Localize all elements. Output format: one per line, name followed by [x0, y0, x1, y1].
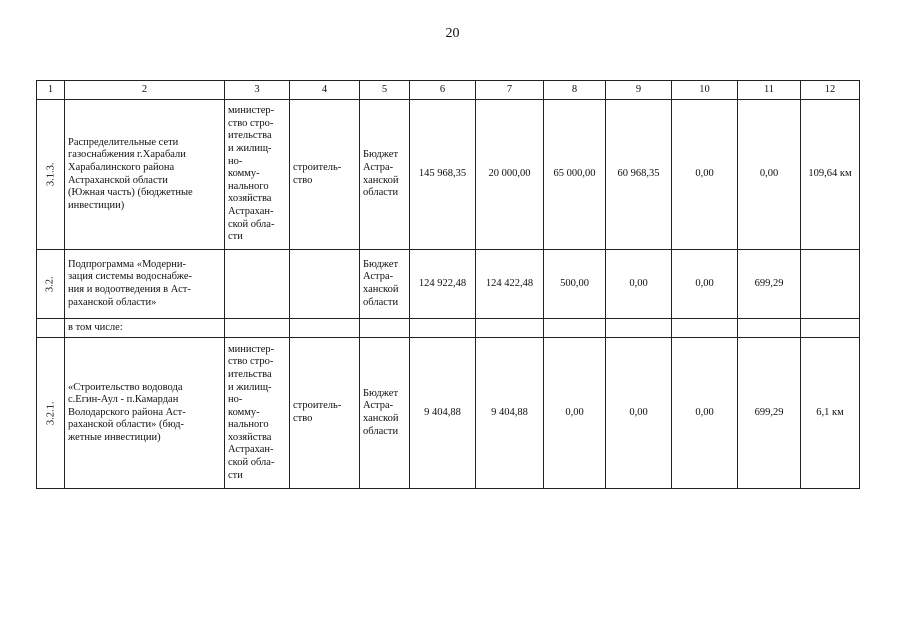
- event-name-line: Володарского района Аст-: [68, 406, 186, 418]
- event-name-line: Распределительные сети: [68, 136, 179, 148]
- value-cell-c8: 0,00: [544, 338, 606, 489]
- program-table: [36, 80, 860, 489]
- header-cell: 6: [410, 81, 476, 100]
- executor-line: ительства: [228, 130, 272, 142]
- value-cell-c12: 6,1 км: [801, 338, 860, 489]
- event-name-line: зация системы водоснабже-: [68, 271, 192, 283]
- value-cell-c7: 20 000,00: [476, 100, 544, 250]
- event-name-line: инвестиции): [68, 199, 125, 211]
- executor-line: сти: [228, 469, 243, 481]
- header-cell: 11: [738, 81, 801, 100]
- value-cell-c6: [410, 319, 476, 338]
- value-cell-c7: [476, 319, 544, 338]
- direction-line: ство: [293, 174, 313, 186]
- event-name-line: Астраханской области: [68, 174, 168, 186]
- funding-source-line: ханской: [363, 413, 399, 424]
- header-cell: 7: [476, 81, 544, 100]
- value-cell-c11: 0,00: [738, 100, 801, 250]
- funding-source-line: Астра-: [363, 271, 394, 283]
- funding-source-line: Астра-: [363, 400, 394, 412]
- header-cell: 3: [225, 81, 290, 100]
- executor-line: ительства: [228, 368, 272, 380]
- executor-line: комму-: [228, 168, 260, 180]
- table-row: [37, 100, 860, 250]
- event-name-cell: [65, 319, 225, 338]
- event-name-line: газоснабжения г.Харабали: [68, 149, 186, 161]
- event-name-line: с.Егин-Аул - п.Камардан: [68, 394, 179, 406]
- table-row: [37, 319, 860, 338]
- value-cell-c6: 124 922,48: [410, 250, 476, 319]
- value-cell-c9: 0,00: [606, 250, 672, 319]
- event-name-line: (Южная часть) (бюджетные: [68, 187, 193, 199]
- funding-source-line: области: [363, 425, 399, 437]
- item-number-cell: [37, 100, 65, 250]
- executor-line: Астрахан-: [228, 444, 274, 456]
- executor-line: ской обла-: [228, 457, 275, 469]
- executor-line: комму-: [228, 406, 260, 418]
- executor-cell: [225, 338, 290, 489]
- header-row: [37, 81, 860, 100]
- header-cell: 1: [37, 81, 65, 100]
- value-cell-c10: [672, 319, 738, 338]
- funding-source-line: области: [363, 187, 399, 199]
- executor-line: но-: [228, 394, 243, 406]
- table-row: [37, 338, 860, 489]
- value-cell-c7: 124 422,48: [476, 250, 544, 319]
- funding-source-line: Бюджет: [363, 149, 399, 161]
- event-name-line: раханской области»: [68, 296, 157, 308]
- value-cell-c10: 0,00: [672, 100, 738, 250]
- executor-cell: [225, 250, 290, 319]
- event-name-cell: [65, 100, 225, 250]
- header-cell: 4: [290, 81, 360, 100]
- direction-line: ство: [293, 413, 313, 424]
- event-name-line: «Строительство водовода: [68, 381, 183, 393]
- funding-source-line: ханской: [363, 174, 399, 186]
- header-cell: 12: [801, 81, 860, 100]
- value-cell-c11: [738, 319, 801, 338]
- executor-line: министер-: [228, 105, 275, 117]
- funding-source-line: ханской: [363, 284, 399, 295]
- value-cell-c12: [801, 250, 860, 319]
- value-cell-c12: 109,64 км: [801, 100, 860, 250]
- funding-source-cell: [360, 250, 410, 319]
- funding-source-cell: [360, 100, 410, 250]
- funding-source-cell: [360, 319, 410, 338]
- item-number-cell: [37, 250, 65, 319]
- header-cell: 10: [672, 81, 738, 100]
- executor-line: нального: [228, 419, 269, 431]
- value-cell-c9: 0,00: [606, 338, 672, 489]
- funding-source-line: области: [363, 296, 399, 308]
- value-cell-c7: 9 404,88: [476, 338, 544, 489]
- value-cell-c6: 145 968,35: [410, 100, 476, 250]
- direction-cell: [290, 250, 360, 319]
- funding-source-cell: [360, 338, 410, 489]
- value-cell-c9: 60 968,35: [606, 100, 672, 250]
- item-number: 3.1.3.: [45, 162, 57, 187]
- value-cell-c8: [544, 319, 606, 338]
- executor-line: хозяйства: [228, 431, 272, 443]
- executor-line: и жилищ-: [228, 381, 272, 393]
- funding-source-line: Бюджет: [363, 387, 399, 399]
- event-name-line: ния и водоотведения в Аст-: [68, 284, 191, 295]
- header-cell: 5: [360, 81, 410, 100]
- item-number-cell: [37, 319, 65, 338]
- table-row: [37, 250, 860, 319]
- executor-line: ство стро-: [228, 117, 274, 129]
- header-cell: 2: [65, 81, 225, 100]
- funding-source-line: Бюджет: [363, 258, 399, 270]
- event-name-cell: [65, 250, 225, 319]
- funding-source-line: Астра-: [363, 161, 394, 173]
- page-number: 20: [445, 26, 460, 41]
- event-name-line: в том числе:: [68, 321, 123, 333]
- event-name-line: жетные инвестиции): [68, 431, 161, 443]
- executor-line: и жилищ-: [228, 143, 272, 155]
- executor-line: ство стро-: [228, 356, 274, 368]
- event-name-line: Подпрограмма «Модерни-: [68, 258, 186, 270]
- direction-cell: [290, 100, 360, 250]
- executor-line: нального: [228, 180, 269, 192]
- item-number: 3.2.1.: [45, 401, 57, 425]
- value-cell-c11: 699,29: [738, 250, 801, 319]
- executor-line: Астрахан-: [228, 205, 274, 217]
- value-cell-c9: [606, 319, 672, 338]
- executor-line: хозяйства: [228, 193, 272, 205]
- executor-line: ской обла-: [228, 218, 275, 230]
- event-name-line: Харабалинского района: [68, 161, 175, 173]
- value-cell-c6: 9 404,88: [410, 338, 476, 489]
- executor-line: министер-: [228, 343, 275, 355]
- executor-cell: [225, 319, 290, 338]
- direction-line: строитель-: [293, 161, 342, 173]
- event-name-line: раханской области» (бюд-: [68, 419, 184, 431]
- executor-cell: [225, 100, 290, 250]
- value-cell-c10: 0,00: [672, 338, 738, 489]
- executor-line: но-: [228, 155, 243, 167]
- executor-line: сти: [228, 231, 243, 243]
- item-number: 3.2.: [44, 276, 56, 292]
- value-cell-c11: 699,29: [738, 338, 801, 489]
- direction-line: строитель-: [293, 400, 342, 412]
- event-name-cell: [65, 338, 225, 489]
- item-number-cell: [37, 338, 65, 489]
- header-cell: 8: [544, 81, 606, 100]
- value-cell-c12: [801, 319, 860, 338]
- header-cell: 9: [606, 81, 672, 100]
- direction-cell: [290, 319, 360, 338]
- value-cell-c8: 65 000,00: [544, 100, 606, 250]
- value-cell-c8: 500,00: [544, 250, 606, 319]
- value-cell-c10: 0,00: [672, 250, 738, 319]
- direction-cell: [290, 338, 360, 489]
